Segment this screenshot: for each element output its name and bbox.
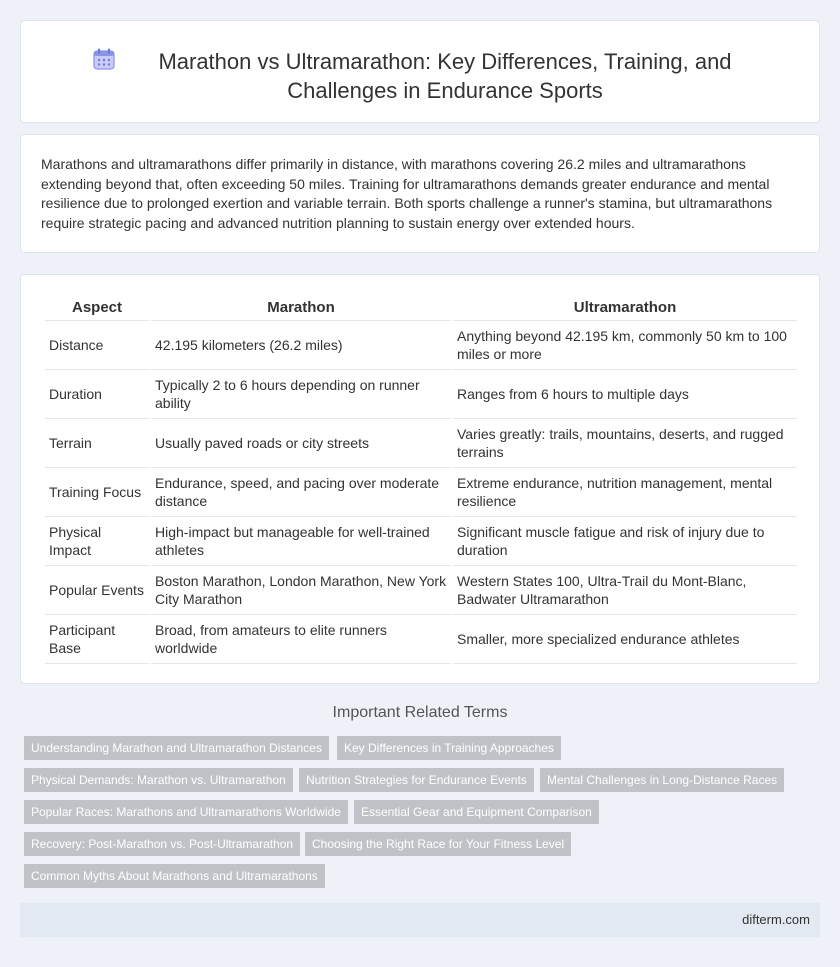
related-terms-title: Important Related Terms bbox=[332, 704, 508, 721]
related-tag[interactable]: Choosing the Right Race for Your Fitness Level bbox=[305, 832, 571, 856]
row-aspect: Physical Impact bbox=[45, 517, 149, 566]
row-ultramarathon: Significant muscle fatigue and risk of injury due to duration bbox=[453, 517, 797, 566]
row-aspect: Distance bbox=[45, 321, 149, 370]
row-ultramarathon: Varies greatly: trails, mountains, deserts, and rugged terrains bbox=[453, 419, 797, 468]
row-aspect: Participant Base bbox=[45, 615, 149, 664]
related-tag[interactable]: Essential Gear and Equipment Comparison bbox=[354, 800, 599, 824]
related-tag[interactable]: Popular Races: Marathons and Ultramarathons Worldwide bbox=[24, 800, 348, 824]
title-card bbox=[20, 20, 820, 123]
row-ultramarathon: Ranges from 6 hours to multiple days bbox=[453, 370, 797, 419]
footer-site[interactable]: difterm.com bbox=[742, 912, 810, 927]
comparison-card bbox=[20, 274, 820, 684]
row-ultramarathon: Anything beyond 42.195 km, commonly 50 km to 100 miles or more bbox=[453, 321, 797, 370]
row-marathon: Broad, from amateurs to elite runners worldwide bbox=[151, 615, 451, 664]
row-aspect: Popular Events bbox=[45, 566, 149, 615]
row-aspect: Duration bbox=[45, 370, 149, 419]
related-tag[interactable]: Mental Challenges in Long-Distance Races bbox=[540, 768, 784, 792]
related-tag[interactable]: Understanding Marathon and Ultramarathon Distances bbox=[24, 736, 329, 760]
table-row bbox=[45, 566, 797, 615]
related-tag[interactable]: Physical Demands: Marathon vs. Ultramarathon bbox=[24, 768, 293, 792]
related-tag[interactable]: Nutrition Strategies for Endurance Events bbox=[299, 768, 534, 792]
table-row bbox=[45, 321, 797, 370]
table-row bbox=[45, 615, 797, 664]
row-marathon: Typically 2 to 6 hours depending on runner ability bbox=[151, 370, 451, 419]
related-tag[interactable]: Common Myths About Marathons and Ultramarathons bbox=[24, 864, 325, 888]
row-aspect: Terrain bbox=[45, 419, 149, 468]
row-ultramarathon: Extreme endurance, nutrition management, mental resilience bbox=[453, 468, 797, 517]
row-ultramarathon: Smaller, more specialized endurance athletes bbox=[453, 615, 797, 664]
related-tag[interactable]: Recovery: Post-Marathon vs. Post-Ultramarathon bbox=[24, 832, 300, 856]
row-marathon: Boston Marathon, London Marathon, New York City Marathon bbox=[151, 566, 451, 615]
related-tag[interactable]: Key Differences in Training Approaches bbox=[337, 736, 561, 760]
row-marathon: Usually paved roads or city streets bbox=[151, 419, 451, 468]
header-aspect: Aspect bbox=[45, 295, 149, 321]
table-header-row bbox=[45, 295, 797, 321]
row-aspect: Training Focus bbox=[45, 468, 149, 517]
summary-paragraph: Marathons and ultramarathons differ primarily in distance, with marathons covering 26.2 miles and ultramarathons extending beyond that, often exceeding 50 miles. Training for ultramarathons demands greater endurance and mental resilience due to prolonged exertion and variable terrain. Both sports challenge a runner's stamina, but ultramarathons require strategic pacing and advanced nutrition planning to sustain energy over extended hours. bbox=[41, 156, 773, 231]
summary-card bbox=[20, 134, 820, 253]
header-marathon: Marathon bbox=[151, 295, 451, 321]
table-row bbox=[45, 419, 797, 468]
footer bbox=[20, 903, 820, 937]
row-ultramarathon: Western States 100, Ultra-Trail du Mont-Blanc, Badwater Ultramarathon bbox=[453, 566, 797, 615]
table-row bbox=[45, 517, 797, 566]
row-marathon: 42.195 kilometers (26.2 miles) bbox=[151, 321, 451, 370]
header-ultramarathon: Ultramarathon bbox=[453, 295, 797, 321]
comparison-table bbox=[43, 295, 799, 664]
row-marathon: Endurance, speed, and pacing over moderate distance bbox=[151, 468, 451, 517]
row-marathon: High-impact but manageable for well-trained athletes bbox=[151, 517, 451, 566]
page-title: Marathon vs Ultramarathon: Key Differences, Training, and Challenges in Endurance Sports bbox=[158, 49, 732, 103]
table-row bbox=[45, 370, 797, 419]
table-row bbox=[45, 468, 797, 517]
